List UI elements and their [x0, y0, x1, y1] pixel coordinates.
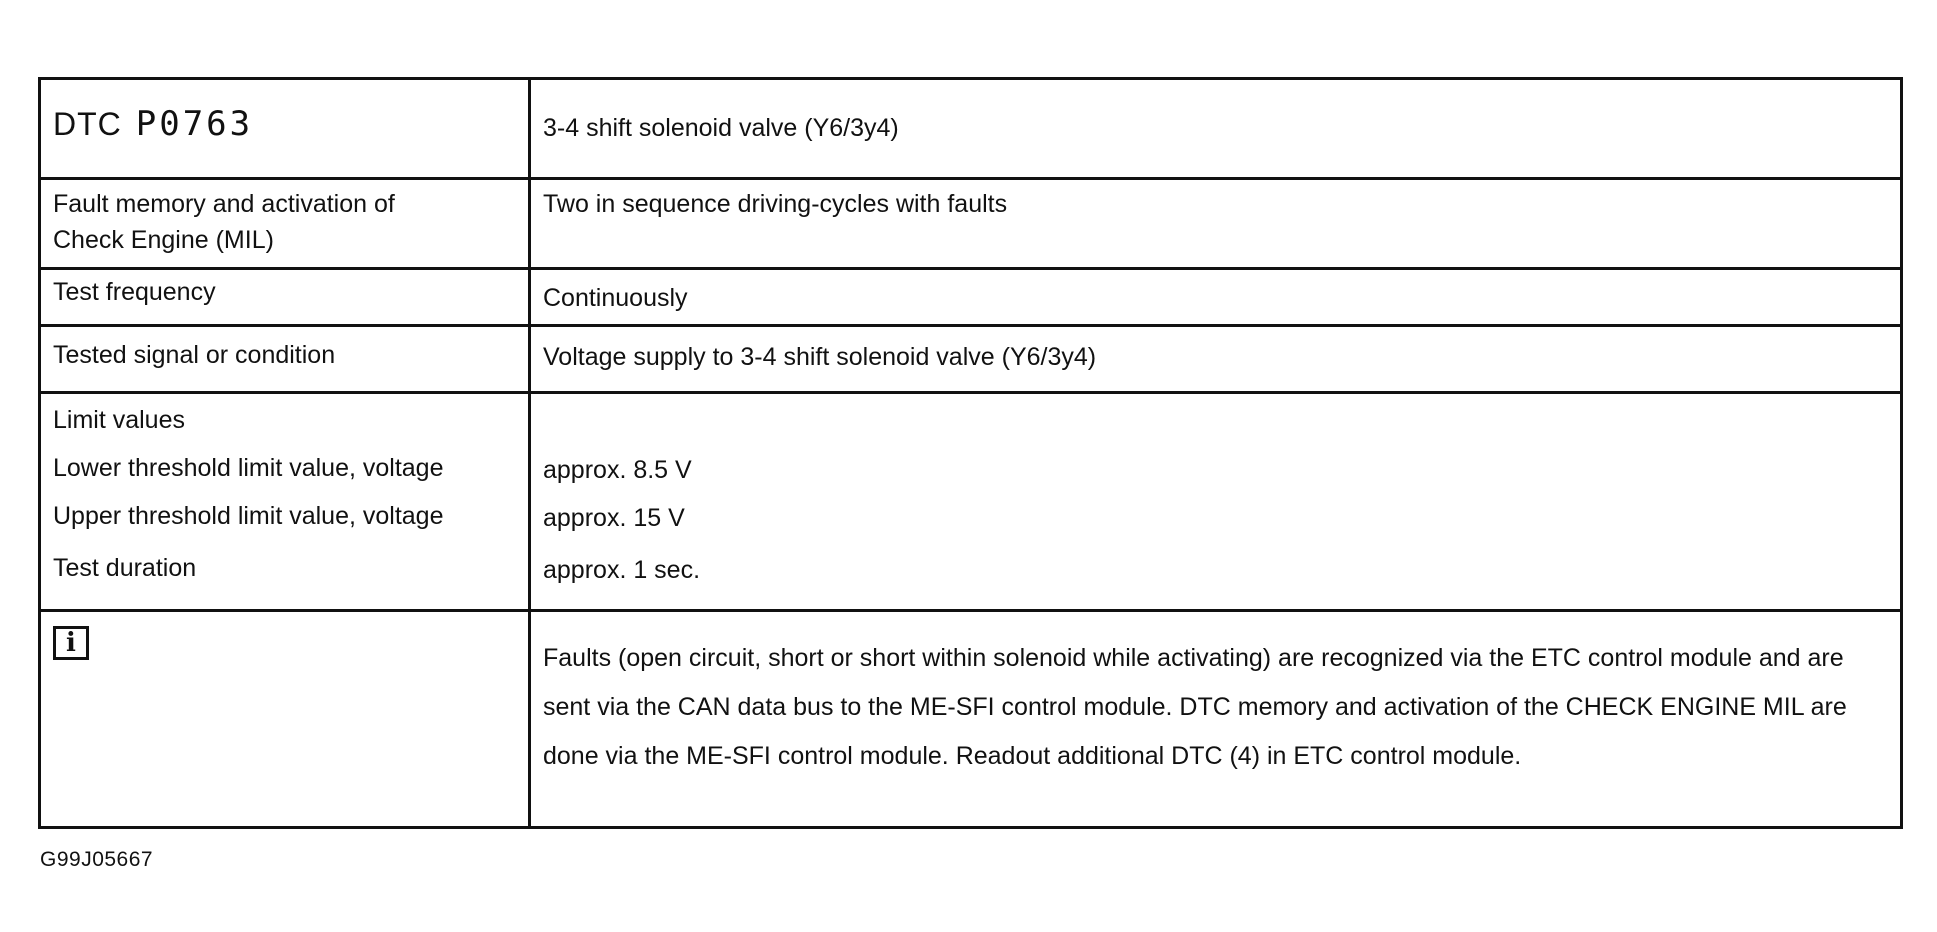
limit-values-label-cell — [40, 393, 530, 611]
info-icon: i — [53, 626, 89, 660]
dtc-title-label: DTC — [53, 106, 122, 142]
test-frequency-label: Test frequency — [53, 278, 216, 306]
upper-threshold-label: Upper threshold limit value, voltage — [53, 502, 444, 530]
table-row-tested-signal — [40, 326, 1902, 393]
upper-threshold-value: approx. 15 V — [543, 504, 685, 532]
test-frequency-value-cell — [530, 269, 1902, 326]
limit-values-value-cell — [530, 393, 1902, 611]
limit-values-heading: Limit values — [53, 406, 185, 434]
lower-threshold-label: Lower threshold limit value, voltage — [53, 454, 444, 482]
lower-threshold-value: approx. 8.5 V — [543, 456, 692, 484]
fault-memory-label-line2: Check Engine (MIL) — [53, 226, 274, 254]
dtc-code: P0763 — [135, 104, 254, 144]
tested-signal-value: Voltage supply to 3-4 shift solenoid valve (Y6/3y4) — [543, 343, 1097, 371]
test-frequency-value: Continuously — [543, 284, 688, 312]
fault-memory-value: Two in sequence driving-cycles with faults — [543, 190, 1008, 218]
dtc-description: 3-4 shift solenoid valve (Y6/3y4) — [543, 114, 899, 142]
table-row-limit-values — [40, 393, 1902, 611]
fault-memory-label-line1: Fault memory and activation of — [53, 190, 395, 218]
fault-memory-value-cell — [530, 179, 1902, 269]
table-row-dtc-title — [40, 79, 1902, 179]
test-frequency-label-cell — [40, 269, 530, 326]
info-note-text: Faults (open circuit, short or short within solenoid while activating) are recognized via the ETC control module and are sent via the CAN data bus to the ME-SFI control module. DTC memory and activation of the CHECK ENGINE MIL are done via the ME-SFI control module. Readout additional DTC (4) in ETC control module. — [543, 644, 1847, 770]
table-row-test-frequency — [40, 269, 1902, 326]
figure-id: G99J05667 — [40, 848, 154, 871]
test-duration-value: approx. 1 sec. — [543, 556, 701, 584]
dtc-info-table — [38, 77, 1903, 829]
tested-signal-value-cell — [530, 326, 1902, 393]
info-icon-cell — [40, 611, 530, 828]
info-text-cell — [530, 611, 1902, 828]
test-duration-label: Test duration — [53, 554, 197, 582]
dtc-description-cell — [530, 79, 1902, 179]
table-row-info-note — [40, 611, 1902, 828]
table-row-fault-memory — [40, 179, 1902, 269]
fault-memory-label-cell — [40, 179, 530, 269]
dtc-title-cell — [40, 79, 530, 179]
tested-signal-label-cell — [40, 326, 530, 393]
tested-signal-label: Tested signal or condition — [53, 341, 336, 369]
